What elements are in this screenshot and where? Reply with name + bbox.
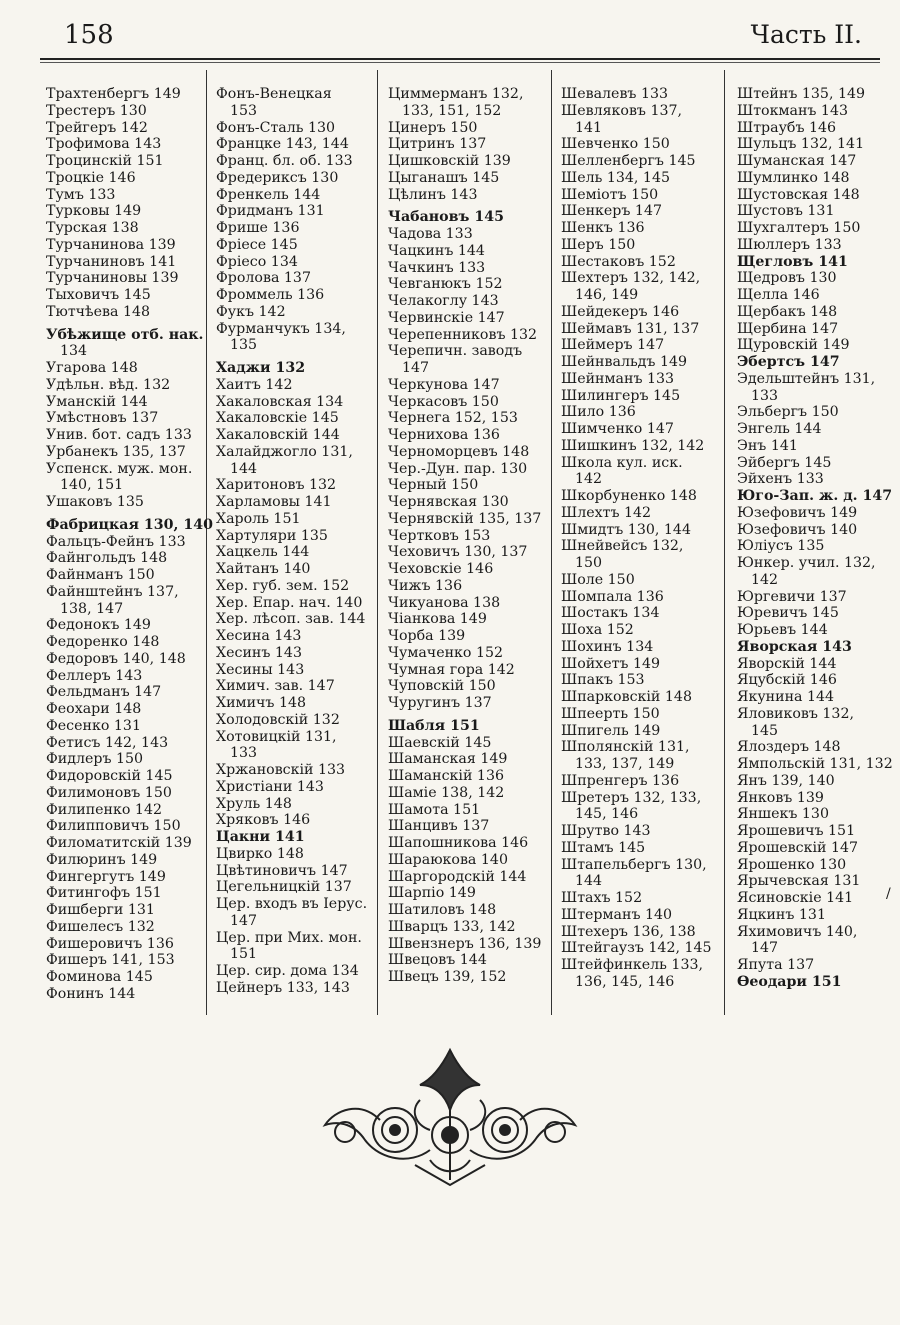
index-entry: Юго-Зап. ж. д. 147 <box>737 488 893 504</box>
index-entry: Шлехтъ 142 <box>561 504 652 521</box>
header-rule-thin <box>40 62 880 63</box>
index-entry: Шишкинъ 132, 142 <box>561 437 705 454</box>
index-entry: Чумаченко 152 <box>388 644 504 661</box>
index-entry: Шоха 152 <box>561 622 634 638</box>
index-entry: Ѳеодари 151 <box>737 973 842 990</box>
index-entry: Шелленбергъ 145 <box>561 153 696 169</box>
index-entry: Федонокъ 149 <box>46 617 151 634</box>
index-entry: Фишберги 131 <box>46 902 155 918</box>
index-entry: Цер. входъ въ Іерус. <box>216 896 368 912</box>
index-entry: Шаманская 149 <box>388 751 508 768</box>
index-entry: Цер. при Мих. мон. <box>216 929 362 946</box>
index-entry: Шеймеръ 147 <box>561 337 665 354</box>
index-entry: Чіанкова 149 <box>388 611 487 628</box>
index-entry: Щербакъ 148 <box>737 303 838 320</box>
index-entry: Шретеръ 132, 133, <box>561 789 702 806</box>
index-entry: Черепенниковъ 132 <box>388 326 538 343</box>
index-entry: Щуровскій 149 <box>737 337 850 354</box>
index-entry: Шпренгеръ 136 <box>561 772 680 789</box>
index-entry: Цишковскій 139 <box>388 153 511 169</box>
index-entry: Уманскій 144 <box>46 393 148 410</box>
index-entry: Энъ 141 <box>737 437 798 454</box>
index-entry: Эбертсъ 147 <box>737 354 840 370</box>
index-entry: Штерманъ 140 <box>561 906 673 923</box>
index-entry-continuation: 146, 149 <box>575 287 639 303</box>
index-entry: Харитоновъ 132 <box>216 477 337 494</box>
index-entry: Фрише 136 <box>216 220 300 236</box>
index-entry: Файнштейнъ 137, <box>46 583 179 600</box>
index-entry: Фишеръ 141, 153 <box>46 952 175 969</box>
index-entry: Шульцъ 132, 141 <box>737 136 865 153</box>
index-entry: Юзефовичъ 140 <box>737 521 858 538</box>
index-entry-continuation: 134 <box>60 343 88 360</box>
index-entry: Циммерманъ 132, <box>388 86 524 102</box>
index-entry: Фонъ-Венецкая <box>216 86 332 102</box>
index-entry: Хер. Епар. нач. 140 <box>216 594 363 611</box>
index-entry: Фролова 137 <box>216 270 311 287</box>
index-entry: Янковъ 139 <box>737 789 824 806</box>
index-column-3 <box>388 86 552 986</box>
index-entry: Чернявскій 135, 137 <box>388 510 542 527</box>
index-entry: Яхимовичъ 140, <box>737 923 858 940</box>
index-entry: Фельдманъ 147 <box>46 684 162 701</box>
index-entry: Франц. бл. об. 133 <box>216 153 353 169</box>
index-entry: Хряковъ 146 <box>216 812 311 829</box>
index-column-5 <box>737 86 900 991</box>
index-entry: Черкунова 147 <box>388 376 500 393</box>
index-entry: Файнгольдъ 148 <box>46 550 168 567</box>
index-entry: Тыховичъ 145 <box>46 287 151 303</box>
index-entry: Фріесе 145 <box>216 236 298 253</box>
index-entry: Яцкинъ 131 <box>737 906 826 923</box>
index-entry: Штейнъ 135, 149 <box>737 86 866 102</box>
index-entry: Шполянскій 131, <box>561 739 690 756</box>
index-entry-continuation: 144 <box>575 873 603 890</box>
index-entry: Шестаковъ 152 <box>561 253 676 270</box>
index-entry-continuation: 144 <box>230 460 258 477</box>
index-entry: Ярычевская 131 <box>737 873 861 890</box>
index-entry: Ямпольскій 131, 132 <box>737 756 893 772</box>
index-entry: Шеміотъ 150 <box>561 186 659 203</box>
index-entry: Шаевскій 145 <box>388 734 492 751</box>
index-entry: Якунина 144 <box>737 689 835 705</box>
index-entry: Хароль 151 <box>216 510 301 527</box>
index-entry: Шевляковъ 137, <box>561 102 683 119</box>
index-entry: Ясиновскіе 141 <box>737 890 854 906</box>
index-entry: Юревичъ 145 <box>737 605 839 622</box>
index-entry: Ярошевичъ 151 <box>737 823 856 839</box>
page-number: 158 <box>64 20 114 50</box>
index-entry: Хесины 143 <box>216 661 305 678</box>
index-entry: Фукъ 142 <box>216 303 286 320</box>
index-entry: Чабановъ 145 <box>388 209 504 226</box>
index-entry-continuation: 147 <box>402 360 430 376</box>
index-entry: Шустовъ 131 <box>737 203 835 220</box>
index-entry: Шараюкова 140 <box>388 851 508 868</box>
index-entry: Шило 136 <box>561 404 636 421</box>
index-entry: Щегловъ 141 <box>737 253 848 270</box>
index-entry: Фетисъ 142, 143 <box>46 734 169 751</box>
index-entry: Штокманъ 143 <box>737 102 849 119</box>
index-entry: Троцинскій 151 <box>46 153 164 169</box>
index-entry: Филюринъ 149 <box>46 851 158 868</box>
index-entry: Шостакъ 134 <box>561 605 660 622</box>
index-entry: Штехеръ 136, 138 <box>561 923 696 940</box>
index-entry: Цитринъ 137 <box>388 136 487 153</box>
index-entry: Турчаниновы 139 <box>46 270 179 287</box>
index-column-1 <box>46 86 214 1003</box>
index-entry: Ярошенко 130 <box>737 856 847 873</box>
index-entry: Файнманъ 150 <box>46 567 155 583</box>
index-entry: Черепичн. заводъ <box>388 343 523 360</box>
index-entry: Чадова 133 <box>388 226 473 242</box>
index-entry: Хакаловскіе 145 <box>216 410 339 427</box>
index-entry: Хаджи 132 <box>216 360 306 376</box>
index-entry: Юліусъ 135 <box>737 538 825 555</box>
index-entry: Филимоновъ 150 <box>46 784 172 801</box>
index-entry: Холодовскій 132 <box>216 711 340 728</box>
index-entry: Хартуляри 135 <box>216 527 328 544</box>
index-entry: Щербина 147 <box>737 320 839 337</box>
index-entry: Хер. губ. зем. 152 <box>216 577 350 594</box>
index-entry: Шухгалтеръ 150 <box>737 220 861 236</box>
index-entry: Федоренко 148 <box>46 634 160 650</box>
index-entry: Чертковъ 153 <box>388 527 491 544</box>
index-entry: Шевченко 150 <box>561 136 670 153</box>
index-entry: Чеховичъ 130, 137 <box>388 544 528 561</box>
index-entry: Хесина 143 <box>216 628 302 644</box>
index-entry: Троцкіе 146 <box>46 169 136 186</box>
index-entry: Шпакъ 153 <box>561 672 645 689</box>
index-entry: Чернега 152, 153 <box>388 410 518 427</box>
index-entry: Шюллеръ 133 <box>737 236 842 253</box>
index-entry: Цейнеръ 133, 143 <box>216 979 350 996</box>
index-entry: Фидлеръ 150 <box>46 751 144 768</box>
index-entry: Чижъ 136 <box>388 577 463 594</box>
index-entry: Чуповскій 150 <box>388 678 496 695</box>
index-entry-continuation: 138, 147 <box>60 600 124 617</box>
header-rule <box>40 58 880 60</box>
index-entry: Филипенко 142 <box>46 801 163 818</box>
index-entry: Чуругинъ 137 <box>388 695 492 711</box>
index-entry: Фишелесъ 132 <box>46 918 155 935</box>
index-entry: Трофимова 143 <box>46 136 162 153</box>
index-entry: Штахъ 152 <box>561 890 643 906</box>
index-entry: Фріесо 134 <box>216 253 298 270</box>
index-entry: Хотовицкій 131, <box>216 728 337 745</box>
index-entry: Эйбергъ 145 <box>737 454 832 471</box>
index-entry: Шенкъ 136 <box>561 220 645 236</box>
index-entry: Френкель 144 <box>216 186 321 203</box>
index-entry: Юргевичи 137 <box>737 588 847 605</box>
index-entry: Хацкель 144 <box>216 544 310 561</box>
index-entry: Юрьевъ 144 <box>737 622 828 638</box>
index-entry-continuation: 145, 146 <box>575 806 639 823</box>
index-entry: Шпигель 149 <box>561 722 661 739</box>
index-entry: Швензнеръ 136, 139 <box>388 935 542 952</box>
index-entry-continuation: 145 <box>751 722 779 739</box>
index-entry: Хесинъ 143 <box>216 644 302 661</box>
index-entry: Шабля 151 <box>388 717 480 734</box>
index-entry: Фонинъ 144 <box>46 985 136 1002</box>
index-entry: Эдельштейнъ 131, <box>737 370 876 387</box>
index-entry: Шапошникова 146 <box>388 835 529 851</box>
index-entry: Штамъ 145 <box>561 839 646 856</box>
index-entry: Чернихова 136 <box>388 427 500 443</box>
index-entry-continuation: 135 <box>230 337 258 354</box>
index-entry: Цвѣтиновичъ 147 <box>216 862 348 879</box>
index-entry: Шварцъ 133, 142 <box>388 918 516 935</box>
index-entry: Чорба 139 <box>388 628 466 644</box>
index-entry: Чачкинъ 133 <box>388 259 486 276</box>
stray-mark: / <box>886 886 891 902</box>
index-entry-continuation: 141 <box>575 119 603 136</box>
index-entry: Умѣстновъ 137 <box>46 410 159 427</box>
index-entry: Черный 150 <box>388 477 479 494</box>
index-entry: Шустовская 148 <box>737 186 860 203</box>
index-entry: Хруль 148 <box>216 795 292 812</box>
index-entry: Штраубъ 146 <box>737 119 837 136</box>
index-entry: Щелла 146 <box>737 287 820 303</box>
index-entry: Унив. бот. садъ 133 <box>46 427 192 443</box>
index-entry: Яншекъ 130 <box>737 806 829 823</box>
index-entry: Хржановскій 133 <box>216 762 346 778</box>
index-entry: Шевалевъ 133 <box>561 86 669 102</box>
index-entry: Шенкеръ 147 <box>561 203 663 220</box>
index-entry: Шаманскій 136 <box>388 768 504 784</box>
index-entry: Цегельницкій 137 <box>216 879 352 896</box>
index-entry: Тютчѣева 148 <box>46 303 151 320</box>
index-entry: Хаитъ 142 <box>216 376 293 393</box>
index-entry: Ялоздеръ 148 <box>737 739 841 756</box>
index-entry-continuation: 150 <box>575 555 603 571</box>
index-entry: Цакни 141 <box>216 829 305 845</box>
index-entry-continuation: 133 <box>230 745 258 762</box>
index-entry: Шейдекеръ 146 <box>561 303 680 320</box>
index-entry: Фидоровскій 145 <box>46 768 173 784</box>
index-entry: Турчаниновъ 141 <box>46 253 177 270</box>
index-entry: Щедровъ 130 <box>737 270 837 287</box>
index-entry: Феохари 148 <box>46 701 142 717</box>
index-entry: Шрутво 143 <box>561 823 651 839</box>
index-entry: Юзефовичъ 149 <box>737 504 858 521</box>
index-entry: Ярошевскій 147 <box>737 839 859 856</box>
index-entry: Шохинъ 134 <box>561 638 654 655</box>
index-entry: Шмидтъ 130, 144 <box>561 521 691 538</box>
index-entry: Яцубскій 146 <box>737 672 837 689</box>
index-entry: Францке 143, 144 <box>216 136 349 153</box>
index-entry: Шеръ 150 <box>561 236 636 253</box>
index-entry: Чикуанова 138 <box>388 594 501 611</box>
index-column-4 <box>561 86 725 991</box>
index-entry: Чумная гора 142 <box>388 661 515 678</box>
index-entry: Энгель 144 <box>737 421 822 437</box>
index-entry: Шомпала 136 <box>561 588 664 605</box>
index-entry: Шпарковскій 148 <box>561 689 692 705</box>
index-entry: Шимченко 147 <box>561 421 674 437</box>
index-entry-continuation: 133, 137, 149 <box>575 756 675 772</box>
index-entry: Яворскій 144 <box>737 655 837 672</box>
index-entry: Турская 138 <box>46 220 139 236</box>
index-entry: Христіани 143 <box>216 778 324 795</box>
index-entry: Чеховскіе 146 <box>388 561 494 577</box>
index-entry: Чернявская 130 <box>388 494 509 510</box>
index-entry: Турчанинова 139 <box>46 236 176 253</box>
index-entry: Шарпіо 149 <box>388 885 476 902</box>
index-entry: Шилингеръ 145 <box>561 387 681 404</box>
index-entry: Цѣлинъ 143 <box>388 186 478 203</box>
index-entry-continuation: 136, 145, 146 <box>575 973 675 990</box>
index-entry-continuation: 147 <box>230 912 258 929</box>
index-entry: Шанцивъ 137 <box>388 818 490 835</box>
index-entry: Тумъ 133 <box>46 186 116 203</box>
index-entry-continuation: 140, 151 <box>60 477 124 494</box>
index-entry-continuation: 147 <box>751 940 779 957</box>
index-entry-continuation: 133 <box>751 387 779 404</box>
index-entry: Халайджогло 131, <box>216 443 353 460</box>
decorative-ornament-icon <box>320 1040 580 1190</box>
index-entry: Шеймавъ 131, 137 <box>561 320 700 337</box>
index-entry: Ушаковъ 135 <box>46 494 144 510</box>
index-entry: Филипповичъ 150 <box>46 818 181 835</box>
index-entry: Хайтанъ 140 <box>216 561 311 577</box>
index-entry: Удѣльн. вѣд. 132 <box>46 376 171 393</box>
index-entry: Фурманчукъ 134, <box>216 320 346 337</box>
index-entry-continuation: 142 <box>751 571 779 588</box>
index-entry-continuation: 153 <box>230 102 258 119</box>
index-entry: Хер. лѣсоп. зав. 144 <box>216 611 366 628</box>
index-entry: Шкорбуненко 148 <box>561 488 697 504</box>
index-entry: Фишеровичъ 136 <box>46 935 174 952</box>
index-entry-continuation: 151 <box>230 946 258 963</box>
index-entry: Турковы 149 <box>46 203 142 220</box>
index-entry: Трестеръ 130 <box>46 102 147 119</box>
index-entry: Филоматитскій 139 <box>46 835 192 851</box>
index-entry: Харламовы 141 <box>216 494 332 510</box>
index-entry: Трейгеръ 142 <box>46 119 148 136</box>
index-entry: Шпеерть 150 <box>561 705 660 722</box>
index-entry: Черкасовъ 150 <box>388 393 499 410</box>
index-entry: Штапельбергъ 130, <box>561 856 707 873</box>
index-entry: Швецовъ 144 <box>388 952 487 969</box>
index-entry: Эйхенъ 133 <box>737 471 824 488</box>
index-entry: Штейгаузъ 142, 145 <box>561 940 712 957</box>
index-entry: Янъ 139, 140 <box>737 772 835 789</box>
index-entry: Цинеръ 150 <box>388 119 478 136</box>
index-entry: Фридманъ 131 <box>216 203 325 220</box>
index-entry: Шамота 151 <box>388 801 481 818</box>
part-title: Часть II. <box>750 20 862 49</box>
index-entry: Фесенко 131 <box>46 717 141 734</box>
index-entry: Шоле 150 <box>561 571 635 588</box>
index-entry: Штейфинкель 133, <box>561 957 704 973</box>
index-entry: Чер.-Дун. пар. 130 <box>388 460 528 477</box>
index-entry: Червинскіе 147 <box>388 309 505 326</box>
index-entry: Хакаловская 134 <box>216 393 344 410</box>
index-entry: Фальцъ-Фейнъ 133 <box>46 533 186 550</box>
index-entry: Фингергутъ 149 <box>46 868 166 885</box>
index-entry: Фоминова 145 <box>46 969 153 985</box>
index-entry: Шель 134, 145 <box>561 169 671 186</box>
index-entry-continuation: 133, 151, 152 <box>402 102 502 119</box>
index-column-2 <box>216 86 380 997</box>
index-entry: Химич. зав. 147 <box>216 678 335 695</box>
index-entry: Швецъ 139, 152 <box>388 969 507 985</box>
index-entry: Фитингофъ 151 <box>46 885 162 902</box>
index-entry: Убѣжище отб. нак. <box>46 326 204 343</box>
index-entry-continuation: 142 <box>575 471 603 488</box>
index-entry: Челакоглу 143 <box>388 293 499 309</box>
index-entry: Фабрицкая 130, 140 <box>46 516 214 533</box>
index-entry: Феллеръ 143 <box>46 667 143 684</box>
index-entry: Шейнманъ 133 <box>561 370 675 387</box>
index-entry: Чацкинъ 144 <box>388 242 485 259</box>
index-entry: Трахтенбергъ 149 <box>46 86 181 102</box>
index-entry: Шумлинко 148 <box>737 169 850 186</box>
index-entry: Фроммель 136 <box>216 287 325 303</box>
index-entry: Черноморцевъ 148 <box>388 443 530 460</box>
index-entry: Цвирко 148 <box>216 845 304 862</box>
index-entry: Яловиковъ 132, <box>737 705 854 722</box>
index-entry: Угарова 148 <box>46 360 138 376</box>
index-entry: Шуманская 147 <box>737 153 857 169</box>
index-entry: Шойхетъ 149 <box>561 655 661 672</box>
index-entry: Школа кул. иск. <box>561 454 683 471</box>
index-entry: Фредериксъ 130 <box>216 169 339 186</box>
index-entry: Цер. сир. дома 134 <box>216 963 359 979</box>
index-entry: Эльбергъ 150 <box>737 404 839 421</box>
index-entry: Цыганашъ 145 <box>388 169 500 186</box>
index-entry: Яворская 143 <box>737 638 852 655</box>
index-entry: Шатиловъ 148 <box>388 902 497 918</box>
index-entry: Шейнвальдъ 149 <box>561 354 688 370</box>
index-entry: Федоровъ 140, 148 <box>46 650 186 667</box>
index-entry: Шехтеръ 132, 142, <box>561 270 701 287</box>
index-entry: Шнейвейсъ 132, <box>561 538 684 555</box>
index-entry: Юнкер. учил. 132, <box>737 555 876 571</box>
index-entry: Шаміе 138, 142 <box>388 784 505 801</box>
index-entry: Успенск. муж. мон. <box>46 460 193 477</box>
index-entry: Химичъ 148 <box>216 695 307 711</box>
index-entry: Хакаловскій 144 <box>216 427 340 443</box>
index-entry: Фонъ-Сталь 130 <box>216 119 336 136</box>
index-entry: Шаргородскій 144 <box>388 868 527 885</box>
index-entry: Япута 137 <box>737 957 815 973</box>
index-entry: Урбанекъ 135, 137 <box>46 443 186 460</box>
index-entry: Чевганюкъ 152 <box>388 276 503 293</box>
